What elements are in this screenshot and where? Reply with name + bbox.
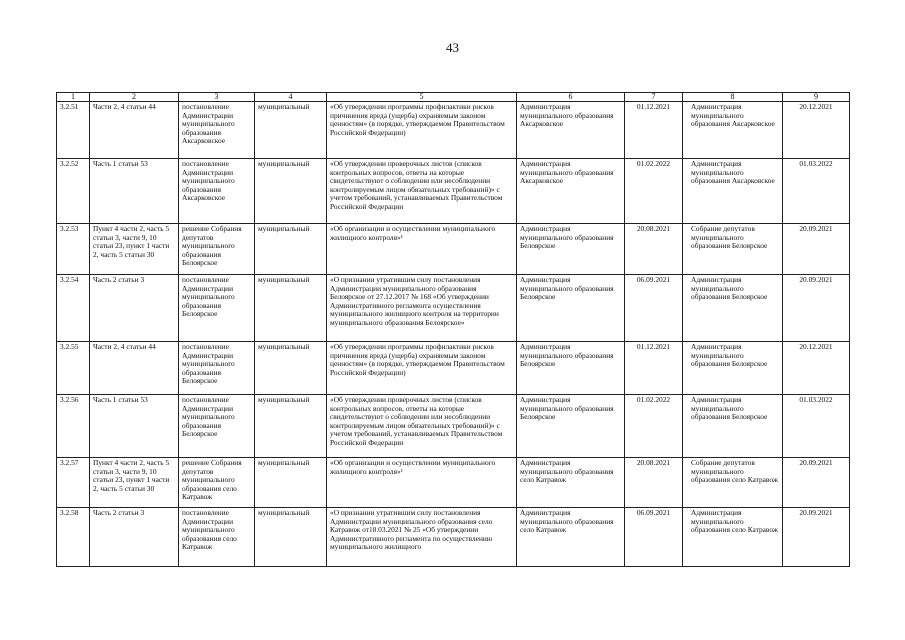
col-header-3: 3 bbox=[179, 93, 255, 102]
col-header-2: 2 bbox=[90, 93, 179, 102]
page-number: 43 bbox=[446, 40, 459, 55]
developer: Администрация муниципального образования Белоярское bbox=[517, 275, 625, 342]
adoption-date: 20.09.2021 bbox=[783, 275, 850, 342]
row-number: 3.2.58 bbox=[57, 508, 90, 567]
act-level: муниципальный bbox=[255, 458, 327, 508]
act-level: муниципальный bbox=[255, 224, 327, 275]
approving-body: Администрация муниципального образования Белоярское bbox=[683, 395, 783, 458]
law-article: Часть 2 статьи 3 bbox=[90, 508, 179, 567]
row-number: 3.2.57 bbox=[57, 458, 90, 508]
regulations-table bbox=[56, 92, 850, 567]
act-level: муниципальный bbox=[255, 275, 327, 342]
act-type: постановление Администрации муниципального образования Белоярское bbox=[179, 395, 255, 458]
act-title: «Об утверждении программы профилактики рисков причинения вреда (ущерба) охраняемым законом ценностям» (в порядке, утверждаемом Правительством Российской Федерации) bbox=[327, 342, 517, 395]
developer: Администрация муниципального образования Белоярское bbox=[517, 395, 625, 458]
act-title: «О признании утратившим силу постановления Администрации муниципального образования Белоярское от 27.12.2017 № 168 «Об утверждении Административного регламента осуществления муниципального жилищного контроля на территории муниципального образования Белоярское» bbox=[327, 275, 517, 342]
act-type: постановление Администрации муниципального образования Белоярское bbox=[179, 275, 255, 342]
law-article: Часть 1 статьи 53 bbox=[90, 159, 179, 224]
law-article: Части 2, 4 статьи 44 bbox=[90, 102, 179, 159]
act-type: постановление Администрации муниципального образования Белоярское bbox=[179, 342, 255, 395]
adoption-date: 01.03.2022 bbox=[783, 159, 850, 224]
act-type: постановление Администрации муниципального образования село Катравож bbox=[179, 508, 255, 567]
header-row bbox=[57, 93, 850, 102]
act-level: муниципальный bbox=[255, 508, 327, 567]
act-title: «Об утверждении проверочных листов (списков контрольных вопросов, ответы на которые свидетельствуют о соблюдении или несоблюдении контролируемым лицом обязательных требований)» с учетом требований, устанавливаемых Правительством Российской Федерации bbox=[327, 395, 517, 458]
submission-date: 01.12.2021 bbox=[625, 102, 683, 159]
act-level: муниципальный bbox=[255, 342, 327, 395]
act-title: «Об организации и осуществлении муниципального жилищного контроля»¹ bbox=[327, 224, 517, 275]
developer: Администрация муниципального образования Аксарковское bbox=[517, 102, 625, 159]
act-level: муниципальный bbox=[255, 395, 327, 458]
row-number: 3.2.54 bbox=[57, 275, 90, 342]
table-row bbox=[57, 508, 850, 567]
law-article: Часть 2 статьи 3 bbox=[90, 275, 179, 342]
table-row bbox=[57, 395, 850, 458]
act-title: «Об утверждении проверочных листов (списков контрольных вопросов, ответы на которые свидетельствуют о соблюдении или несоблюдении контролируемым лицом обязательных требований)» с учетом требований, устанавливаемых Правительством Российской Федерации bbox=[327, 159, 517, 224]
approving-body: Администрация муниципального образования Белоярское bbox=[683, 275, 783, 342]
submission-date: 20.08.2021 bbox=[625, 458, 683, 508]
law-article: Пункт 4 части 2, часть 5 статьи 3, части 9, 10 статьи 23, пункт 1 части 2, часть 5 статьи 30 bbox=[90, 224, 179, 275]
law-article: Пункт 4 части 2, часть 5 статьи 3, части 9, 10 статьи 23, пункт 1 части 2, часть 5 статьи 30 bbox=[90, 458, 179, 508]
act-type: постановление Администрации муниципального образования Аксарковское bbox=[179, 159, 255, 224]
submission-date: 20.08.2021 bbox=[625, 224, 683, 275]
act-level: муниципальный bbox=[255, 159, 327, 224]
act-title: «О признании утратившим силу постановления Администрации муниципального образования село Катравож от18.03.2021 № 25 «Об утверждении Административного регламента по осуществлению муниципального жилищного bbox=[327, 508, 517, 567]
row-number: 3.2.51 bbox=[57, 102, 90, 159]
developer: Администрация муниципального образования Белоярское bbox=[517, 342, 625, 395]
act-title: «Об утверждении программы профилактики рисков причинения вреда (ущерба) охраняемым законом ценностям» (в порядке, утверждаемом Правительством Российской Федерации) bbox=[327, 102, 517, 159]
table-row bbox=[57, 102, 850, 159]
submission-date: 06.09.2021 bbox=[625, 508, 683, 567]
table-row bbox=[57, 224, 850, 275]
act-title: «Об организации и осуществлении муниципального жилищного контроля»¹ bbox=[327, 458, 517, 508]
col-header-7: 7 bbox=[625, 93, 683, 102]
adoption-date: 20.09.2021 bbox=[783, 508, 850, 567]
table-row bbox=[57, 159, 850, 224]
act-type: постановление Администрации муниципального образования Аксарковское bbox=[179, 102, 255, 159]
submission-date: 01.02.2022 bbox=[625, 395, 683, 458]
col-header-4: 4 bbox=[255, 93, 327, 102]
col-header-8: 8 bbox=[683, 93, 783, 102]
law-article: Часть 1 статьи 53 bbox=[90, 395, 179, 458]
developer: Администрация муниципального образования село Катравож bbox=[517, 458, 625, 508]
submission-date: 06.09.2021 bbox=[625, 275, 683, 342]
adoption-date: 20.12.2021 bbox=[783, 102, 850, 159]
table-row bbox=[57, 458, 850, 508]
approving-body: Администрация муниципального образования Белоярское bbox=[683, 342, 783, 395]
adoption-date: 01.03.2022 bbox=[783, 395, 850, 458]
act-level: муниципальный bbox=[255, 102, 327, 159]
row-number: 3.2.53 bbox=[57, 224, 90, 275]
col-header-6: 6 bbox=[517, 93, 625, 102]
act-type: решение Собрания депутатов муниципального образования село Катравож bbox=[179, 458, 255, 508]
approving-body: Администрация муниципального образования Аксарковское bbox=[683, 102, 783, 159]
approving-body: Собрание депутатов муниципального образования село Катравож bbox=[683, 458, 783, 508]
row-number: 3.2.55 bbox=[57, 342, 90, 395]
adoption-date: 20.09.2021 bbox=[783, 224, 850, 275]
approving-body: Администрация муниципального образования село Катравож bbox=[683, 508, 783, 567]
submission-date: 01.12.2021 bbox=[625, 342, 683, 395]
developer: Администрация муниципального образования Белоярское bbox=[517, 224, 625, 275]
law-article: Части 2, 4 статьи 44 bbox=[90, 342, 179, 395]
developer: Администрация муниципального образования Аксарковское bbox=[517, 159, 625, 224]
table-row bbox=[57, 342, 850, 395]
approving-body: Администрация муниципального образования Аксарковское bbox=[683, 159, 783, 224]
adoption-date: 20.09.2021 bbox=[783, 458, 850, 508]
row-number: 3.2.52 bbox=[57, 159, 90, 224]
col-header-5: 5 bbox=[327, 93, 517, 102]
col-header-9: 9 bbox=[783, 93, 850, 102]
act-type: решение Собрания депутатов муниципального образования Белоярское bbox=[179, 224, 255, 275]
submission-date: 01.02.2022 bbox=[625, 159, 683, 224]
row-number: 3.2.56 bbox=[57, 395, 90, 458]
adoption-date: 20.12.2021 bbox=[783, 342, 850, 395]
col-header-1: 1 bbox=[57, 93, 90, 102]
table-row bbox=[57, 275, 850, 342]
approving-body: Собрание депутатов муниципального образования Белоярское bbox=[683, 224, 783, 275]
developer: Администрация муниципального образования село Катравож bbox=[517, 508, 625, 567]
